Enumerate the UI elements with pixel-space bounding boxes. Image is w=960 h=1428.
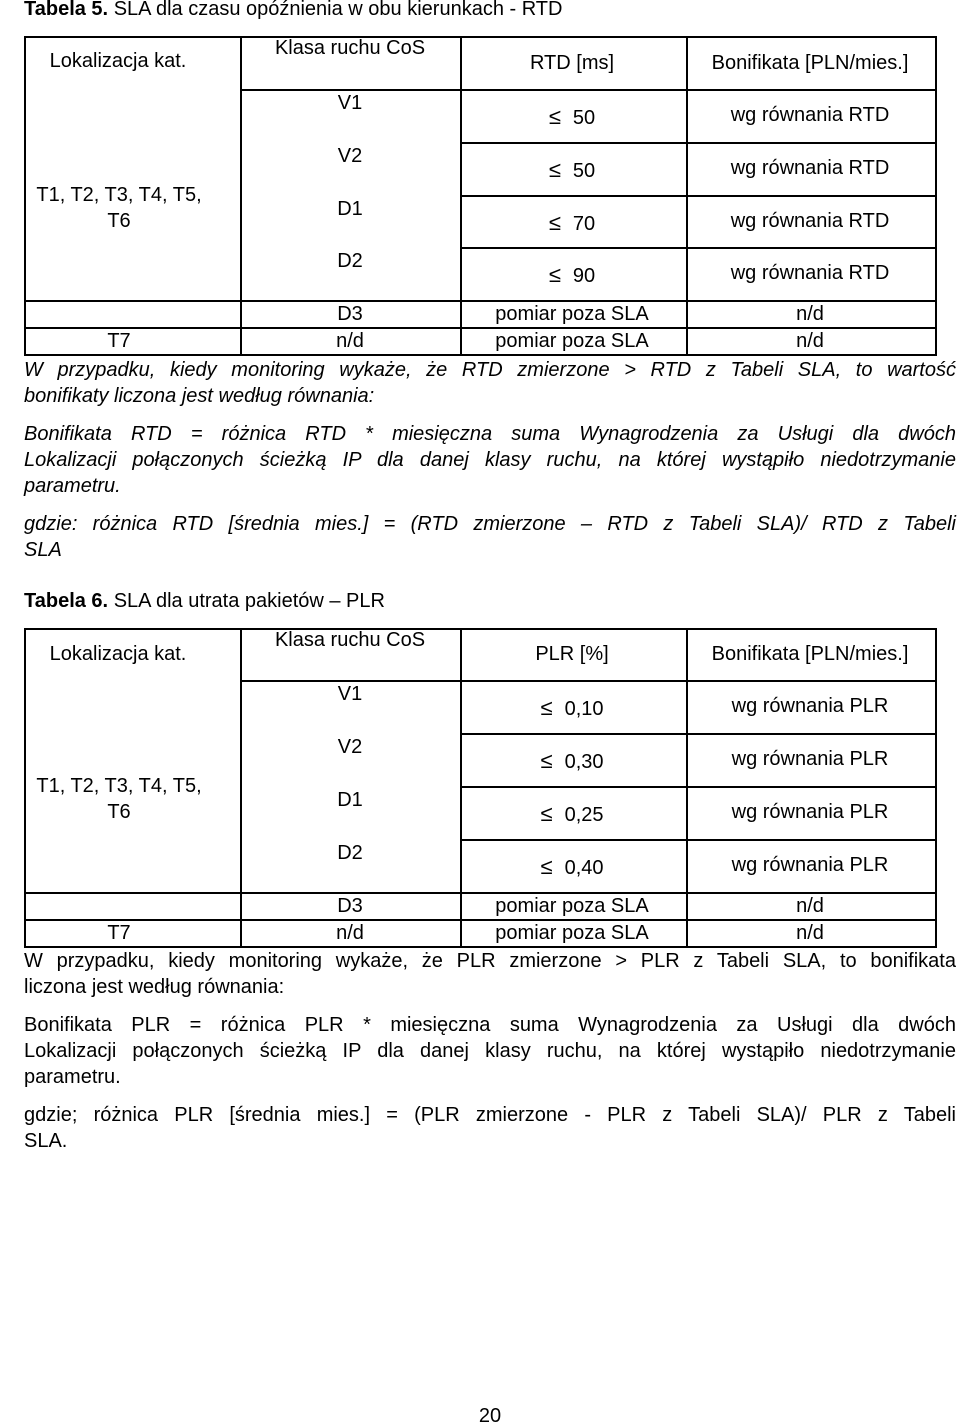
table6-bonus-t7: n/d [796, 922, 824, 944]
table6-header-cos: Klasa ruchu CoS [274, 629, 426, 651]
table6-value-v1: ≤ 0,10 [540, 695, 604, 720]
table5-bonus-d2: wg równania RTD [730, 262, 890, 284]
table5-bonus-v1: wg równania RTD [730, 104, 890, 126]
table6-bonus-d2: wg równania PLR [731, 854, 889, 876]
rtd-condition-paragraph: W przypadku, kiedy monitoring wykaże, że RTD zmierzone > RTD z Tabeli SLA, to wartość bonifikaty liczona jest według równania: [24, 359, 956, 407]
table5-header-bonus: Bonifikata [PLN/mies.] [711, 52, 909, 74]
table6-bonus-v2: wg równania PLR [731, 748, 889, 770]
table6-value-v2: ≤ 0,30 [540, 748, 604, 773]
table5-bonus-t7: n/d [796, 330, 824, 352]
table6-cos-d2: D2 [337, 842, 363, 864]
table5-bonus-d1: wg równania RTD [730, 210, 890, 232]
le-icon: ≤ [548, 104, 561, 129]
le-icon: ≤ [540, 801, 553, 826]
plr-definition-paragraph: gdzie; różnica PLR [średnia mies.] = (PLR zmierzone - PLR z Tabeli SLA)/ PLR z Tabeli SLA. [24, 1104, 956, 1152]
table6-header-plr: PLR [%] [535, 643, 609, 665]
table5-location-line2: T6 [107, 210, 131, 232]
table5-value-v1: ≤ 50 [548, 104, 596, 129]
le-icon: ≤ [548, 157, 561, 182]
table6-value-d3: pomiar poza SLA [495, 895, 649, 917]
table5-value-d1: ≤ 70 [548, 210, 596, 235]
table6-caption-label: Tabela 6. [24, 590, 109, 612]
le-icon: ≤ [540, 748, 553, 773]
rtd-definition-paragraph: gdzie: różnica RTD [średnia mies.] = (RTD zmierzone – RTD z Tabeli SLA)/ RTD z Tabeli SLA [24, 513, 956, 561]
le-icon: ≤ [548, 210, 561, 235]
table5-bonus-d3: n/d [796, 303, 824, 325]
table6-value-t7: pomiar poza SLA [495, 922, 649, 944]
table5-cos-v2: V2 [337, 145, 363, 167]
table6-header-location: Lokalizacja kat. [49, 643, 187, 665]
table5-value-d3: pomiar poza SLA [495, 303, 649, 325]
table6-cos-t7: n/d [336, 922, 364, 944]
table6-cos-v1: V1 [337, 683, 363, 705]
table6-location-line2: T6 [107, 801, 131, 823]
table6-location-t7: T7 [107, 922, 131, 944]
table6-caption-text: SLA dla utrata pakietów – PLR [113, 590, 385, 612]
rtd-formula-paragraph: Bonifikata RTD = różnica RTD * miesięczna suma Wynagrodzenia za Usługi dla dwóch Lokalizacji połączonych ścieżką IP dla danej klasy ruchu, na której wystąpiło niedotrzymanie parametru. [24, 423, 956, 497]
table5-value-t7: pomiar poza SLA [495, 330, 649, 352]
table5-location-t7: T7 [107, 330, 131, 352]
le-icon: ≤ [540, 854, 553, 879]
table6-value-d1: ≤ 0,25 [540, 801, 604, 826]
table5-header-location: Lokalizacja kat. [49, 50, 187, 72]
table6-bonus-d1: wg równania PLR [731, 801, 889, 823]
table6-value-d2: ≤ 0,40 [540, 854, 604, 879]
table5-caption-text: SLA dla czasu opóźnienia w obu kierunkach - RTD [113, 0, 563, 20]
table5-cos-d1: D1 [337, 198, 363, 220]
table5-header-rtd: RTD [ms] [529, 52, 615, 74]
table6-header-bonus: Bonifikata [PLN/mies.] [711, 643, 909, 665]
le-icon: ≤ [548, 262, 561, 287]
page-number: 20 [478, 1405, 502, 1427]
table6-cos-d3: D3 [337, 895, 363, 917]
table5-cos-t7: n/d [336, 330, 364, 352]
table6-location-line1: T1, T2, T3, T4, T5, [36, 775, 202, 797]
table5-cos-d2: D2 [337, 250, 363, 272]
plr-formula-paragraph: Bonifikata PLR = różnica PLR * miesięczna suma Wynagrodzenia za Usługi dla dwóch Lokalizacji połączonych ścieżką IP dla danej klasy ruchu, na której wystąpiło niedotrzymanie parametru. [24, 1014, 956, 1088]
table5-caption-label: Tabela 5. [24, 0, 109, 20]
table6-bonus-v1: wg równania PLR [731, 695, 889, 717]
table5-value-v2: ≤ 50 [548, 157, 596, 182]
le-icon: ≤ [540, 695, 553, 720]
table5-location-line1: T1, T2, T3, T4, T5, [36, 184, 202, 206]
table5-header-cos: Klasa ruchu CoS [274, 37, 426, 59]
plr-condition-paragraph: W przypadku, kiedy monitoring wykaże, że PLR zmierzone > PLR z Tabeli SLA, to bonifikata liczona jest według równania: [24, 950, 956, 998]
table6-cos-d1: D1 [337, 789, 363, 811]
table5-cos-d3: D3 [337, 303, 363, 325]
table6-cos-v2: V2 [337, 736, 363, 758]
table5-value-d2: ≤ 90 [548, 262, 596, 287]
table5-bonus-v2: wg równania RTD [730, 157, 890, 179]
table6-bonus-d3: n/d [796, 895, 824, 917]
table5-cos-v1: V1 [337, 92, 363, 114]
